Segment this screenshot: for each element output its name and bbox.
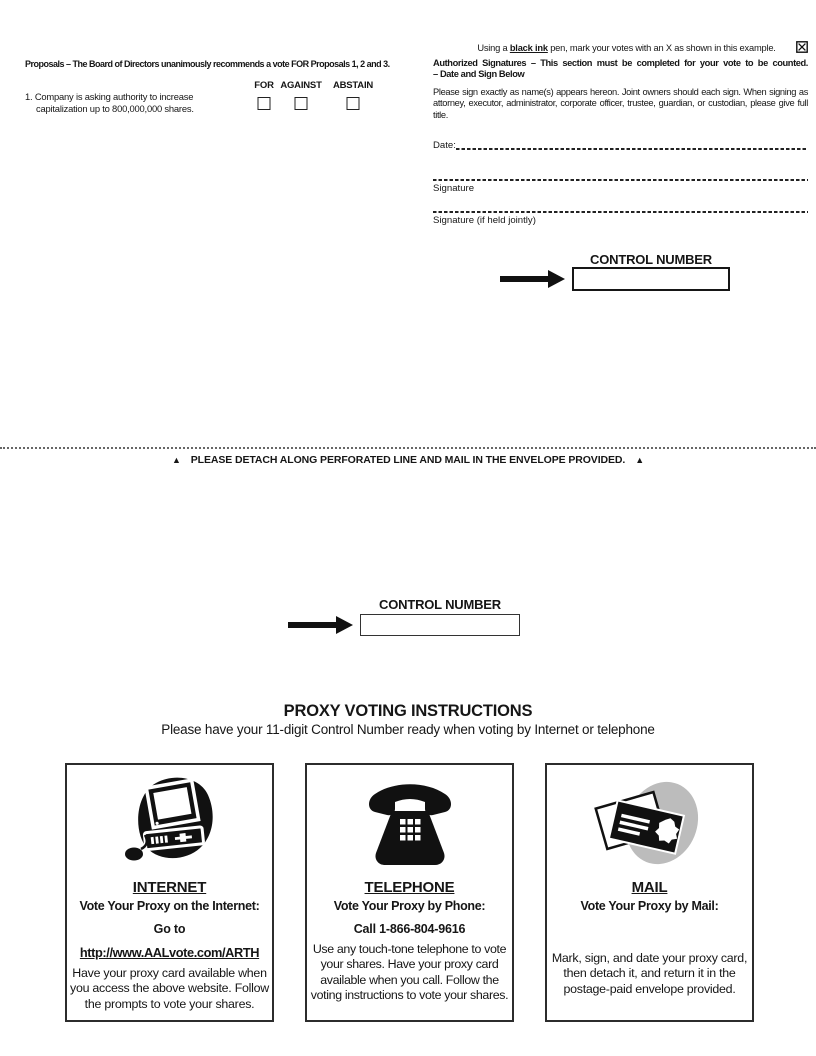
control-number-arrow-card bbox=[500, 270, 565, 288]
proxy-voting-instructions-subtitle: Please have your 11-digit Control Number ready when voting by Internet or telephone bbox=[161, 722, 655, 737]
detach-notice-text: PLEASE DETACH ALONG PERFORATED LINE AND MAIL IN THE ENVELOPE PROVIDED. bbox=[190, 454, 626, 466]
date-input-line[interactable] bbox=[456, 148, 808, 150]
internet-method-box bbox=[65, 763, 274, 1022]
envelope-icon bbox=[584, 773, 716, 877]
control-number-box-stub[interactable] bbox=[360, 614, 520, 636]
arrow-head bbox=[336, 616, 353, 634]
black-ink-emphasis: black ink bbox=[509, 43, 548, 53]
marking-instructions-text-1: Using a bbox=[477, 43, 510, 53]
up-triangle-icon: ▲ bbox=[171, 455, 181, 465]
column-header-against: AGAINST bbox=[280, 80, 322, 91]
proposal-1-for-checkbox[interactable] bbox=[258, 97, 271, 110]
control-number-arrow-stub bbox=[288, 616, 353, 634]
control-number-box-card[interactable] bbox=[572, 267, 730, 291]
joint-signature-label: Signature (if held jointly) bbox=[433, 215, 536, 226]
voting-website-link[interactable]: http://www.AALvote.com/ARTH bbox=[79, 945, 260, 960]
telephone-method-box bbox=[305, 763, 514, 1022]
mail-subtitle: Vote Your Proxy by Mail: bbox=[580, 899, 719, 913]
signing-instructions: Please sign exactly as name(s) appears hereon. Joint owners should each sign. When signing as attorney, executor, administrator, corporate officer, trustee, guardian, or custodian, please give full title. bbox=[433, 87, 808, 120]
arrow-head bbox=[548, 270, 565, 288]
column-header-abstain: ABSTAIN bbox=[332, 80, 374, 91]
column-header-for: FOR bbox=[254, 80, 274, 91]
mail-method-box bbox=[545, 763, 754, 1022]
telephone-title: TELEPHONE bbox=[364, 879, 455, 896]
proxy-voting-instructions-title: PROXY VOTING INSTRUCTIONS bbox=[283, 702, 533, 720]
internet-body-text: Have your proxy card available when you access the above website. Follow the prompts to vote your shares. bbox=[70, 966, 269, 1011]
arrow-shaft bbox=[288, 622, 336, 628]
authorized-signatures-header-line1: Authorized Signatures – This section must be completed for your vote to be counted. bbox=[433, 58, 808, 68]
control-number-label-card: CONTROL NUMBER bbox=[590, 252, 712, 267]
signature-input-line[interactable] bbox=[433, 179, 808, 181]
telephone-body-text: Use any touch-tone telephone to vote your shares. Have your proxy card available when you call. Follow the voting instructions to vote your shares. bbox=[310, 942, 509, 1002]
mail-body-text: Mark, sign, and date your proxy card, then detach it, and return it in the postage-paid envelope provided. bbox=[551, 951, 748, 996]
joint-signature-input-line[interactable] bbox=[433, 211, 808, 213]
internet-subtitle: Vote Your Proxy on the Internet: bbox=[79, 899, 260, 913]
authorized-signatures-header-line2: – Date and Sign Below bbox=[433, 69, 525, 79]
control-number-label-stub: CONTROL NUMBER bbox=[379, 597, 501, 612]
perforation-line bbox=[0, 447, 816, 449]
proposal-1-abstain-checkbox[interactable] bbox=[347, 97, 360, 110]
detach-notice bbox=[0, 454, 816, 466]
mail-title: MAIL bbox=[631, 879, 668, 896]
date-label: Date: bbox=[433, 140, 456, 151]
internet-title: INTERNET bbox=[132, 879, 207, 896]
arrow-shaft bbox=[500, 276, 548, 282]
proposals-header: Proposals – The Board of Directors unanimously recommends a vote FOR Proposals 1, 2 and 3. bbox=[25, 59, 390, 69]
signature-label: Signature bbox=[433, 183, 475, 194]
telephone-icon bbox=[358, 773, 462, 877]
telephone-call-number[interactable]: Call 1-866-804-9616 bbox=[353, 922, 466, 936]
computer-icon bbox=[120, 773, 220, 877]
internet-go-to: Go to bbox=[153, 922, 186, 936]
proposal-1-text: 1. Company is asking authority to increase capitalization up to 800,000,000 shares. bbox=[25, 91, 194, 114]
telephone-subtitle: Vote Your Proxy by Phone: bbox=[333, 899, 486, 913]
marking-instructions-text-2: pen, mark your votes with an X as shown in this example. bbox=[547, 43, 776, 53]
up-triangle-icon: ▲ bbox=[635, 455, 645, 465]
date-field-row bbox=[433, 140, 808, 151]
proposal-1-against-checkbox[interactable] bbox=[295, 97, 308, 110]
